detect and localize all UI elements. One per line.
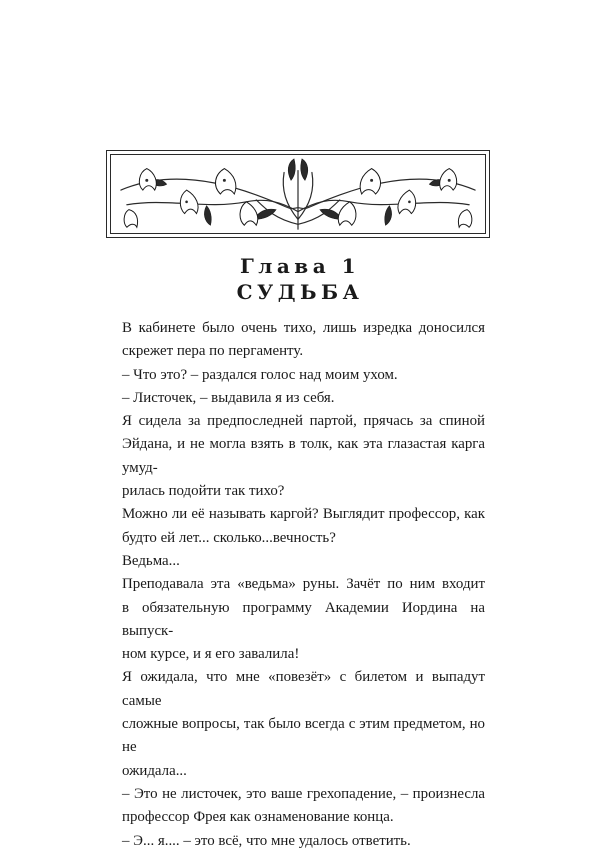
floral-vine-illustration — [107, 151, 489, 237]
text-line: – Что это? – раздался голос над моим ухом. — [122, 366, 398, 383]
text-line: сложные вопросы, так было всегда с этим предметом, но не — [122, 716, 485, 756]
paragraph — [122, 503, 485, 550]
text-line: Я ожидала, что мне «повезёт» с билетом и выпадут самые — [122, 669, 485, 709]
text-line: Эйдана, и не могла взять в толк, как эта глазастая карга умуд- — [122, 436, 485, 476]
text-line: ожидала... — [122, 762, 187, 779]
text-line: – Э... я.... – это всё, что мне удалось ответить. — [122, 832, 411, 849]
text-line: В кабинете было очень тихо, лишь изредка доносился — [122, 320, 485, 336]
text-line: – Листочек, – выдавила я из себя. — [122, 389, 335, 406]
text-line: Можно ли её называть каргой? Выглядит профессор, как — [122, 506, 485, 523]
floral-ornament-frame — [106, 150, 490, 238]
chapter-heading — [0, 254, 600, 305]
paragraph — [122, 783, 485, 830]
chapter-number: Глава 1 — [239, 254, 361, 278]
paragraph — [122, 573, 485, 666]
text-line: рилась подойти так тихо? — [122, 483, 285, 500]
paragraph — [122, 550, 485, 573]
paragraph — [122, 830, 485, 853]
chapter-body-text — [122, 317, 485, 853]
paragraph — [122, 364, 485, 387]
text-line: – Это не листочек, это ваше грехопадение, – произнесла — [122, 785, 485, 802]
text-line: в обязательную программу Академии Иордина на выпуск- — [122, 599, 485, 639]
paragraph — [122, 666, 485, 782]
paragraph — [122, 317, 485, 364]
paragraph — [122, 410, 485, 503]
text-line: Ведьма... — [122, 552, 180, 569]
text-line: профессор Фрея как ознаменование конца. — [122, 809, 394, 826]
chapter-title: СУДЬБА — [236, 280, 364, 304]
text-line: будто ей лет... сколько...вечность? — [122, 529, 336, 546]
text-line: ном курсе, и я его завалила! — [122, 646, 300, 663]
text-line: Преподавала эта «ведьма» руны. Зачёт по ним входит — [122, 576, 485, 593]
text-line: скрежет пера по пергаменту. — [122, 343, 304, 360]
text-line: Я сидела за предпоследней партой, прячась за спиной — [122, 413, 485, 430]
paragraph — [122, 387, 485, 410]
